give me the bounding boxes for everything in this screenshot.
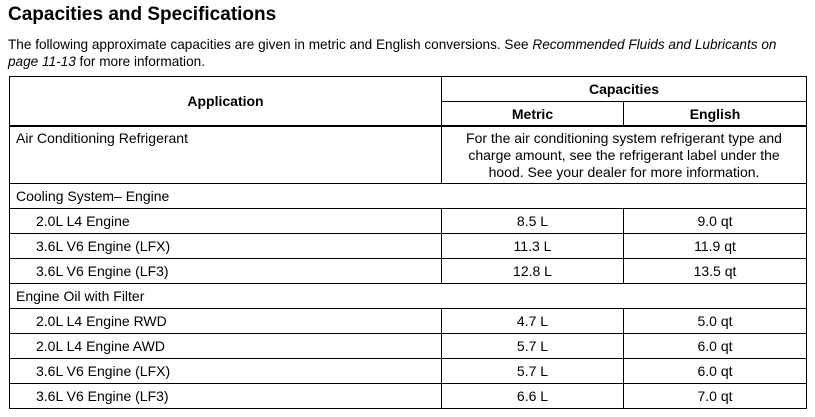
application-cell: 2.0L L4 Engine <box>10 209 442 234</box>
refrigerant-note: For the air conditioning system refrigerant type and charge amount, see the refrigerant label under the hood. See your dealer for more information. <box>442 126 807 184</box>
english-cell: 9.0 qt <box>624 209 807 234</box>
header-english: English <box>624 102 807 127</box>
page-title: Capacities and Specifications <box>8 4 277 25</box>
metric-cell: 4.7 L <box>442 309 624 334</box>
header-capacities: Capacities <box>442 77 807 102</box>
application-cell: 2.0L L4 Engine RWD <box>10 309 442 334</box>
application-cell: 3.6L V6 Engine (LFX) <box>10 234 442 259</box>
section-label: Engine Oil with Filter <box>10 284 807 309</box>
application-cell: 3.6L V6 Engine (LFX) <box>10 359 442 384</box>
application-cell: 2.0L L4 Engine AWD <box>10 334 442 359</box>
english-cell: 11.9 qt <box>624 234 807 259</box>
section-cooling-system <box>10 184 807 209</box>
metric-cell: 12.8 L <box>442 259 624 284</box>
header-application: Application <box>10 77 442 127</box>
metric-cell: 8.5 L <box>442 209 624 234</box>
table-row <box>10 209 807 234</box>
table-row <box>10 234 807 259</box>
table-row <box>10 259 807 284</box>
intro-text-before: The following approximate capacities are given in metric and English conversions. See <box>8 37 533 52</box>
english-cell: 6.0 qt <box>624 359 807 384</box>
section-label: Cooling System– Engine <box>10 184 807 209</box>
refrigerant-label: Air Conditioning Refrigerant <box>10 126 442 184</box>
table-row <box>10 309 807 334</box>
english-cell: 13.5 qt <box>624 259 807 284</box>
table-row <box>10 359 807 384</box>
english-cell: 5.0 qt <box>624 309 807 334</box>
metric-cell: 6.6 L <box>442 384 624 409</box>
english-cell: 7.0 qt <box>624 384 807 409</box>
application-cell: 3.6L V6 Engine (LF3) <box>10 384 442 409</box>
table-row <box>10 384 807 409</box>
metric-cell: 11.3 L <box>442 234 624 259</box>
section-engine-oil <box>10 284 807 309</box>
capacities-table <box>9 76 807 409</box>
metric-cell: 5.7 L <box>442 359 624 384</box>
english-cell: 6.0 qt <box>624 334 807 359</box>
intro-paragraph <box>8 36 808 70</box>
intro-cross-reference: Recommended Fluids and Lubricants on page 11-13 <box>8 37 777 69</box>
table-row-refrigerant <box>10 126 807 184</box>
intro-text-after: for more information. <box>75 54 205 69</box>
table-row <box>10 334 807 359</box>
application-cell: 3.6L V6 Engine (LF3) <box>10 259 442 284</box>
metric-cell: 5.7 L <box>442 334 624 359</box>
header-metric: Metric <box>442 102 624 127</box>
header-row-top <box>10 77 807 102</box>
